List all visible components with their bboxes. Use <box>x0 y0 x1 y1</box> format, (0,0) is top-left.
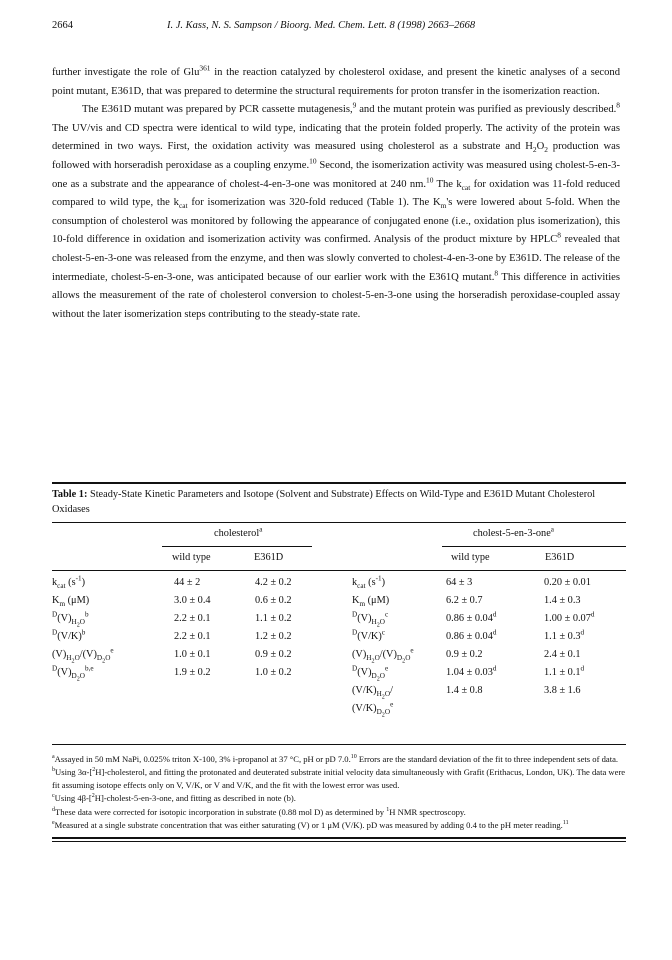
param-label-right: $^D(V)_{D_2O}^e$ <box>352 664 389 683</box>
group-rule-right <box>442 546 626 547</box>
body-text <box>52 64 620 324</box>
column-header-rule <box>52 570 626 571</box>
footnote-d: $^d$These data were corrected for isotopic incorporation in substrate (0.88 mol D) as determined by $^1$H NMR spectroscopy. <box>52 806 466 817</box>
param-label-left: $^D(V)_{D_2O}^{b,e}$ <box>52 664 94 683</box>
col-header-wild-type-right: wild type <box>451 552 490 563</box>
param-label-right: $^D(V)_{H_2O}^c$ <box>352 610 389 629</box>
value-e361d-cholesterol: 0.9 ± 0.2 <box>255 649 292 660</box>
page-number: 2664 <box>52 20 73 31</box>
param-label-right: $(V/K)_{H_2O}/$ <box>352 685 393 701</box>
value-e361d-cholesterol: 4.2 ± 0.2 <box>255 577 292 588</box>
footnote-a: $^a$Assayed in 50 mM NaPi, 0.025% triton X-100, 3% i-propanol at 37 °C, pH or pD 7.0.10 Errors are the standard deviation of the fit to three independent sets of data. <box>52 754 619 764</box>
value-wild-type-cholestenone: 0.86 ± 0.04$^d$ <box>446 610 497 624</box>
value-wild-type-cholesterol: 2.2 ± 0.1 <box>174 631 211 642</box>
value-wild-type-cholesterol: 1.0 ± 0.1 <box>174 649 211 660</box>
running-head: I. J. Kass, N. S. Sampson / Bioorg. Med. Chem. Lett. 8 (1998) 2663–2668 <box>167 20 476 31</box>
footnote-c: $^c$Using 4β-[$^2$H]-cholest-5-en-3-one, and fitting as described in note (b). <box>52 793 296 804</box>
value-e361d-cholesterol: 0.6 ± 0.2 <box>255 595 292 606</box>
value-e361d-cholestenone: 1.4 ± 0.3 <box>544 595 581 606</box>
table-top-rule <box>52 482 626 484</box>
value-e361d-cholesterol: 1.1 ± 0.2 <box>255 613 292 624</box>
value-wild-type-cholestenone: 6.2 ± 0.7 <box>446 595 483 606</box>
param-label-right: $K_m$ (μM) <box>352 595 390 609</box>
value-wild-type-cholesterol: 2.2 ± 0.1 <box>174 613 211 624</box>
param-label-left: $K_m$ (μM) <box>52 595 90 609</box>
param-label-left: $(V)_{H_2O}/(V)_{D_2O}^e$ <box>52 646 114 665</box>
col-header-wild-type-left: wild type <box>172 552 211 563</box>
value-e361d-cholestenone: 1.1 ± 0.1$^d$ <box>544 664 585 678</box>
table-end-rule <box>52 837 626 842</box>
value-wild-type-cholestenone: 0.9 ± 0.2 <box>446 649 483 660</box>
paragraph-1: further investigate the role of Glu$^{361}$ in the reaction catalyzed by cholesterol oxidase, and present the kinetic analyses of a second point mutant, E361D, that was prepared to determine the structural requirements for proton transfer in the isomerization reaction. <box>52 63 620 97</box>
footnote-b: $^b$Using 3α-[$^2$H]-cholesterol, and fitting the protonated and deuterated substrate initial velocity data simultaneously with Grafit (Erithacus, London, UK). The data were fit assuming isotope effects only on V, V/K, or V and V/K, and the fit with the lowest error was used. <box>52 767 626 790</box>
param-label-right: $(V)_{H_2O}/(V)_{D_2O}^e$ <box>352 646 414 665</box>
param-label-right: $(V/K)_{D_2O}^e$ <box>352 700 394 719</box>
value-wild-type-cholestenone: 1.04 ± 0.03$^d$ <box>446 664 497 678</box>
param-label-left: $^D(V)_{H_2O}^b$ <box>52 610 89 629</box>
group-rule-left <box>162 546 312 547</box>
group-header-cholesterol: cholesterol$^a$ <box>214 525 263 539</box>
param-label-left: $k_{cat}$ $(s^{-1})$ <box>52 574 86 591</box>
table-caption: Table 1: Steady-State Kinetic Parameters and Isotope (Solvent and Substrate) Effects on Wild-Type and E361D Mutant Cholesterol Oxidases <box>52 489 596 515</box>
value-wild-type-cholesterol: 44 ± 2 <box>174 577 201 588</box>
value-wild-type-cholestenone: 0.86 ± 0.04$^d$ <box>446 628 497 642</box>
value-wild-type-cholestenone: 64 ± 3 <box>446 577 473 588</box>
value-wild-type-cholesterol: 3.0 ± 0.4 <box>174 595 211 606</box>
table-grid <box>52 523 626 744</box>
param-label-right: $^D(V/K)^c$ <box>352 628 385 642</box>
value-e361d-cholestenone: 3.8 ± 1.6 <box>544 685 581 696</box>
kinetics-table <box>52 482 626 842</box>
table-bottom-rule <box>52 744 626 745</box>
param-label-left: $^D(V/K)^b$ <box>52 628 86 642</box>
param-label-right: $k_{cat}$ $(s^{-1})$ <box>352 574 386 591</box>
footnote-e: $^e$Measured at a single substrate concentration that was either saturating (V) or 1 μM (V/K). pD was measured by adding 0.4 to the pH meter reading.$^{11}$ <box>52 820 569 831</box>
value-e361d-cholestenone: 0.20 ± 0.01 <box>544 577 591 588</box>
paragraph-2: The E361D mutant was prepared by PCR cassette mutagenesis,$^9$ and the mutant protein was purified as previously described.$^8$ The UV/vis and CD spectra were identical to wild type, indicating that the protein folded properly. The activity of the protein was determined in two ways. First, the oxidation activity was measured using cholesterol as a substrate and $H_2O_2$ production was followed with horseradish peroxidase as a coupling enzyme.$^{10}$ Second, the isomerization activity was measured using cholest-5-en-3-one as a substrate and the appearance of cholest-4-en-3-one was monitored at 240 nm.$^{10}$ The $k_{cat}$ for oxidation was 11-fold reduced compared to wild type, the $k_{cat}$ for isomerization was 320-fold reduced (Table 1). The $K_m's$ were lowered about 5-fold. When the consumption of cholesterol was monitored by following the appearance of conjugated enone (i.e., oxidation plus isomerization), this 10-fold difference in oxidation and isomerization activity was confirmed. Analysis of the product mixture by HPLC$^8$ revealed that cholest-5-en-3-one was released from the enzyme, and then was slowly converted to cholest-4-en-3-one by E361D. The release of the intermediate, cholest-5-en-3-one, was anticipated because of our earlier work with the E361Q mutant.$^8$ This difference in activities allows the measurement of the rate of cholesterol conversion to cholest-5-en-3-one using the horseradish peroxidase-coupled assay without the later isomerization steps contributing to the steady-state rate. <box>52 100 621 320</box>
value-e361d-cholestenone: 1.1 ± 0.3$^d$ <box>544 628 585 642</box>
value-wild-type-cholestenone: 1.4 ± 0.8 <box>446 685 483 696</box>
col-header-e361d-left: E361D <box>254 552 284 563</box>
value-e361d-cholesterol: 1.2 ± 0.2 <box>255 631 292 642</box>
table-footnotes <box>52 753 626 831</box>
group-header-cholestenone: cholest-5-en-3-one$^a$ <box>473 525 554 539</box>
value-wild-type-cholesterol: 1.9 ± 0.2 <box>174 667 211 678</box>
col-header-e361d-right: E361D <box>545 552 575 563</box>
value-e361d-cholestenone: 2.4 ± 0.1 <box>544 649 581 660</box>
page-header <box>52 20 620 36</box>
value-e361d-cholesterol: 1.0 ± 0.2 <box>255 667 292 678</box>
value-e361d-cholestenone: 1.00 ± 0.07$^d$ <box>544 610 595 624</box>
